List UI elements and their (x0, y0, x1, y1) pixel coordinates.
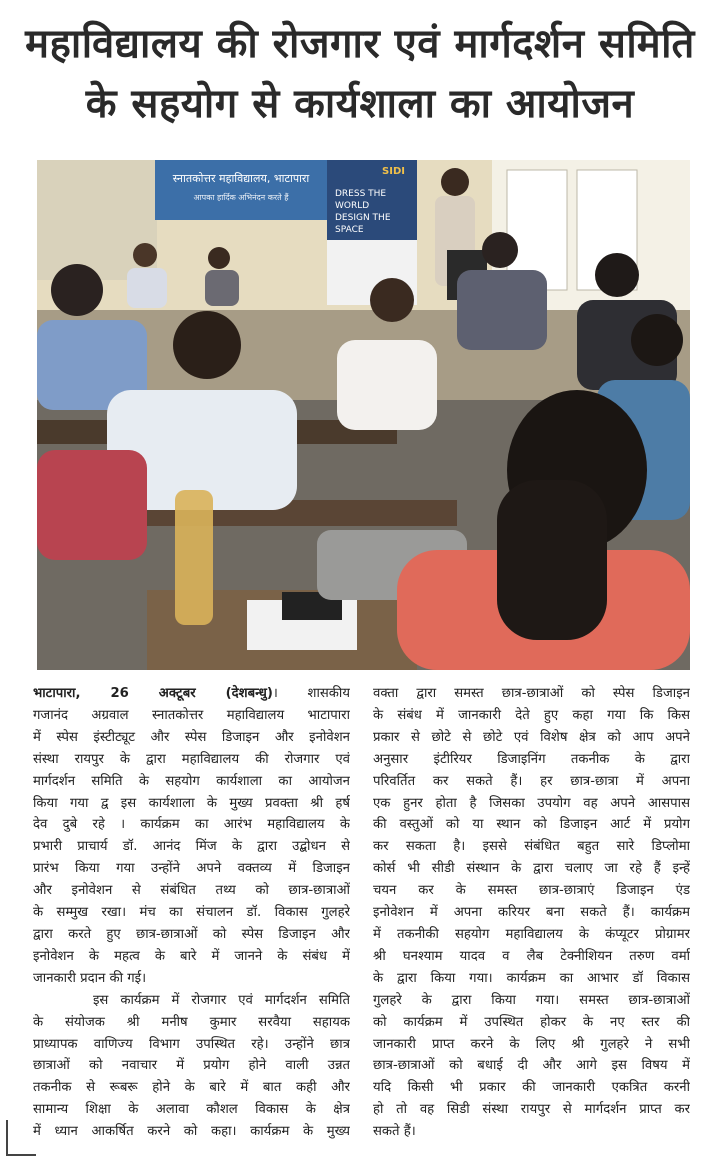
column-line: एक हुनर होता है जिसका उपयोग वह अपने आसपास (373, 795, 690, 811)
column-line: इनोवेशन के महत्व के बारे में जानने के संबंध में (33, 948, 350, 964)
column-line: में ध्यान आकर्षित करने को कहा। कार्यक्रम के मुख्य (33, 1124, 350, 1140)
column-line: तकनीक से रूबरू होने के बारे में बात कही और (33, 1080, 350, 1096)
column-line: और इनोवेशन से संबंधित तथ्य को छात्र-छात्राओं (33, 883, 350, 899)
standee-line-3: DESIGN THE (335, 213, 391, 223)
column-line: के संयोजक श्री मनीष कुमार सरवैया सहायक (33, 1014, 350, 1030)
column-line: मार्गदर्शन समिति के सहयोग कार्यशाला का आयोजन (33, 773, 350, 789)
headline (18, 14, 702, 156)
column-line: हो तो वह सिडी संस्था रायपुर से मार्गदर्शन प्राप्त कर (373, 1102, 690, 1118)
dateline: भाटापारा, 26 अक्टूबर (देशबन्धु) (33, 686, 273, 701)
column-line: छात्राओं को नवाचार में प्रयोग होने वाली उन्नत (33, 1058, 350, 1074)
column-line: में तकनीकी सहयोग महाविद्यालय के कंप्यूटर प्रोग्रामर (373, 926, 690, 942)
column-line: जानकारी प्राप्त करने के लिए श्री गुलहरे ने सभी (373, 1036, 690, 1052)
column-line: गजानंद अग्रवाल स्नातकोत्तर महाविद्यालय भाटापारा (33, 707, 350, 723)
column-line: इनोवेशन में अपना करियर बना सकते हैं। कार्यक्रम (373, 905, 690, 921)
column-line: गुलहरे के द्वारा किया गया। समस्त छात्र-छात्राओं (373, 992, 690, 1008)
column-line: संस्था रायपुर के द्वारा महाविद्यालय की रोजगार एवं (33, 751, 350, 767)
standee-line-1: DRESS THE (335, 189, 387, 199)
column-line: के संबंध में जानकारी देते हुए कहा गया कि किस (373, 707, 690, 723)
article-column-left (33, 683, 350, 1143)
column-line: परिवर्तित कर सकते हैं। हर छात्र-छात्रा में अपना (373, 773, 690, 789)
column-line: किया गया द्व इस कार्यशाला के मुख्य प्रवक्ता श्री हर्ष (33, 795, 350, 811)
standee-line-2: WORLD (335, 201, 370, 211)
column-line: श्री घनश्याम यादव व लैब टेक्नीशियन तरुण वर्मा (373, 948, 690, 964)
column-line: प्रभारी प्राचार्य डॉ. आनंद मिंज के द्वारा उद्बोधन से (33, 839, 350, 855)
column-line: प्रकार से छोटे से छोटे एवं विशेष क्षेत्र को आप अपने (373, 729, 690, 745)
headline-line-2: के सहयोग से कार्यशाला का आयोजन (85, 81, 635, 127)
column-line: को कार्यक्रम में उपस्थित होकर के नए स्तर की (373, 1014, 690, 1030)
column-line: जानकारी प्रदान की गई। (33, 970, 147, 986)
column-line: के सम्मुख रखा। मंच का संचालन डॉ. विकास गुलहरे (33, 905, 350, 921)
column-line: प्राध्यापक वाणिज्य विभाग उपस्थित रहे। उन्होंने छात्र (33, 1036, 350, 1052)
column-line: के द्वारा किया गया। कार्यक्रम का आभार डॉ विकास (373, 970, 690, 986)
column-line: वक्ता द्वारा समस्त छात्र-छात्राओं को स्पेस डिजाइन (373, 686, 690, 701)
column-line: की वस्तुओं को या स्थान को डिजाइन आर्ट में प्रयोग (373, 817, 690, 833)
headline-line-1: महाविद्यालय की रोजगार एवं मार्गदर्शन समिति (25, 21, 695, 67)
column-line: चयन कर के समस्त छात्र-छात्राएं डिजाइन एंड (373, 883, 690, 899)
column-line: में स्पेस इंस्टीट्यूट और स्पेस डिजाइन और इनोवेशन (33, 729, 350, 745)
crop-mark (6, 1120, 8, 1156)
column-line: कर सकता है। इससे संबंधित बहुत सारे डिप्लोमा (373, 839, 690, 855)
column-line: भाटापारा, 26 अक्टूबर (देशबन्धु)। शासकीय (33, 686, 350, 701)
standee-line-4: SPACE (335, 225, 364, 235)
column-line: कोर्स भी सीडी संस्थान के द्वारा चलाए जा रहे हैं इन्हें (373, 861, 690, 877)
column-line: सामान्य शिक्षा के अलावा कौशल विकास के क्षेत्र (33, 1102, 350, 1118)
column-line: सकते हैं। (373, 1124, 416, 1140)
column-line: देव दुबे रहे । कार्यक्रम का आरंभ महाविद्यालय के (33, 817, 350, 833)
standee-brand: SIDI (382, 166, 405, 177)
classroom-photo-illustration (37, 160, 690, 670)
article-column-right (373, 683, 690, 1143)
column-line: इस कार्यक्रम में रोजगार एवं मार्गदर्शन समिति (33, 992, 350, 1008)
column-line: द्वारा करते हुए छात्र-छात्राओं को स्पेस डिजाइन और (33, 926, 350, 942)
crop-mark (6, 1154, 36, 1156)
column-line: अनुसार इंटीरियर डिजाइनिंग तकनीक के द्वारा (373, 751, 690, 767)
column-line: छात्र-छात्राओं को बधाई दी और आगे इस विषय में (373, 1058, 690, 1074)
column-line: प्रारंभ किया गया उन्होंने अपने वक्तव्य में डिजाइन (33, 861, 350, 877)
banner-text: स्नातकोत्तर महाविद्यालय, भाटापारा (172, 172, 310, 185)
banner-subtext: आपका हार्दिक अभिनंदन करते हैं (193, 193, 289, 202)
news-photo (37, 160, 690, 670)
column-line: यदि किसी भी प्रकार की जानकारी एकत्रित करनी (373, 1080, 690, 1096)
